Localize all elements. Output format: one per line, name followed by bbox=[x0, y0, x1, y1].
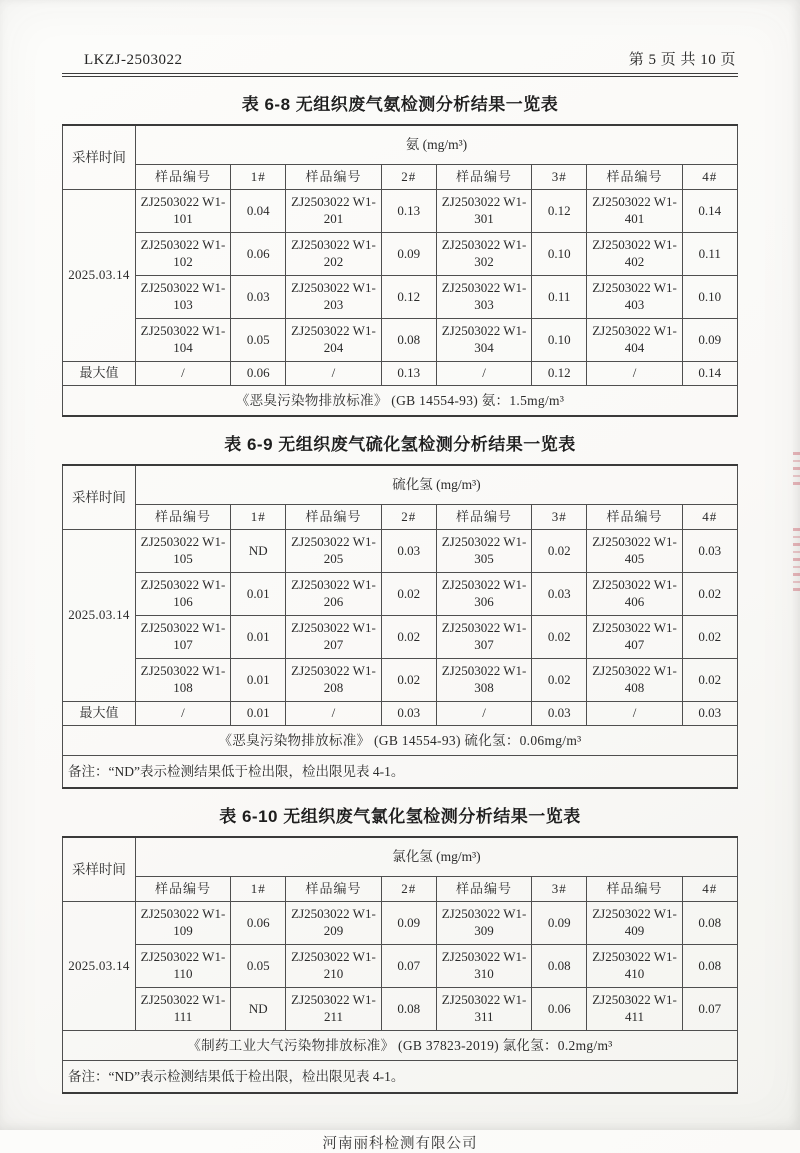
sample-id-cell: ZJ2503022 W1-302 bbox=[436, 233, 531, 276]
sampling-time-header: 采样时间 bbox=[63, 465, 136, 530]
value-cell: 0.02 bbox=[682, 573, 737, 616]
table-row bbox=[63, 726, 738, 756]
max-value-cell: / bbox=[135, 362, 230, 386]
table-row bbox=[63, 465, 738, 505]
sample-id-cell: ZJ2503022 W1-307 bbox=[436, 616, 531, 659]
column-header: 1# bbox=[231, 505, 286, 530]
value-cell: 0.03 bbox=[682, 530, 737, 573]
max-value-cell: 0.03 bbox=[682, 702, 737, 726]
sample-id-cell: ZJ2503022 W1-104 bbox=[135, 319, 230, 362]
column-header: 4# bbox=[682, 877, 737, 902]
table-6-8 bbox=[62, 124, 738, 417]
sampling-date-cell: 2025.03.14 bbox=[63, 190, 136, 362]
max-value-cell: / bbox=[286, 362, 381, 386]
table-row bbox=[63, 165, 738, 190]
column-header: 样品编号 bbox=[436, 505, 531, 530]
sample-id-cell: ZJ2503022 W1-102 bbox=[135, 233, 230, 276]
value-cell: 0.09 bbox=[682, 319, 737, 362]
sample-id-cell: ZJ2503022 W1-301 bbox=[436, 190, 531, 233]
column-header: 3# bbox=[532, 505, 587, 530]
value-cell: 0.10 bbox=[682, 276, 737, 319]
sample-id-cell: ZJ2503022 W1-108 bbox=[135, 659, 230, 702]
table-row bbox=[63, 837, 738, 877]
value-cell: 0.02 bbox=[532, 530, 587, 573]
value-cell: 0.11 bbox=[682, 233, 737, 276]
table-row bbox=[63, 505, 738, 530]
max-value-cell: 0.03 bbox=[381, 702, 436, 726]
column-header: 样品编号 bbox=[135, 165, 230, 190]
sample-id-cell: ZJ2503022 W1-305 bbox=[436, 530, 531, 573]
max-value-cell: 0.01 bbox=[231, 702, 286, 726]
max-value-cell: 0.06 bbox=[231, 362, 286, 386]
sample-id-cell: ZJ2503022 W1-308 bbox=[436, 659, 531, 702]
sample-id-cell: ZJ2503022 W1-402 bbox=[587, 233, 682, 276]
sample-id-cell: ZJ2503022 W1-403 bbox=[587, 276, 682, 319]
sample-id-cell: ZJ2503022 W1-208 bbox=[286, 659, 381, 702]
value-cell: 0.07 bbox=[682, 988, 737, 1031]
column-header: 2# bbox=[381, 165, 436, 190]
column-header: 2# bbox=[381, 505, 436, 530]
sample-id-cell: ZJ2503022 W1-409 bbox=[587, 902, 682, 945]
max-value-cell: / bbox=[436, 362, 531, 386]
column-header: 样品编号 bbox=[286, 505, 381, 530]
table-row bbox=[63, 386, 738, 417]
value-cell: ND bbox=[231, 988, 286, 1031]
sampling-time-header: 采样时间 bbox=[63, 837, 136, 902]
standard-reference: 《制药工业大气污染物排放标准》 (GB 37823-2019) 氯化氢：0.2mg/m³ bbox=[63, 1031, 738, 1061]
sample-id-cell: ZJ2503022 W1-406 bbox=[587, 573, 682, 616]
value-cell: 0.02 bbox=[682, 616, 737, 659]
max-label-cell: 最大值 bbox=[63, 362, 136, 386]
sample-id-cell: ZJ2503022 W1-306 bbox=[436, 573, 531, 616]
value-cell: 0.10 bbox=[532, 319, 587, 362]
table-row bbox=[63, 1031, 738, 1061]
value-cell: 0.06 bbox=[231, 233, 286, 276]
value-cell: 0.01 bbox=[231, 659, 286, 702]
value-cell: 0.02 bbox=[682, 659, 737, 702]
value-cell: 0.02 bbox=[532, 616, 587, 659]
standard-reference: 《恶臭污染物排放标准》 (GB 14554-93) 氨：1.5mg/m³ bbox=[63, 386, 738, 417]
max-value-cell: / bbox=[135, 702, 230, 726]
sampling-date-cell: 2025.03.14 bbox=[63, 902, 136, 1031]
sampling-time-header: 采样时间 bbox=[63, 125, 136, 190]
sample-id-cell: ZJ2503022 W1-207 bbox=[286, 616, 381, 659]
value-cell: 0.02 bbox=[381, 616, 436, 659]
sample-id-cell: ZJ2503022 W1-408 bbox=[587, 659, 682, 702]
column-header: 2# bbox=[381, 877, 436, 902]
sample-id-cell: ZJ2503022 W1-202 bbox=[286, 233, 381, 276]
sample-id-cell: ZJ2503022 W1-210 bbox=[286, 945, 381, 988]
analyte-header: 硫化氢 (mg/m³) bbox=[135, 465, 737, 505]
table-row bbox=[63, 530, 738, 573]
sample-id-cell: ZJ2503022 W1-111 bbox=[135, 988, 230, 1031]
company-footer: 河南丽科检测有限公司 bbox=[322, 1136, 478, 1152]
column-header: 样品编号 bbox=[436, 165, 531, 190]
table-row bbox=[63, 362, 738, 386]
value-cell: 0.01 bbox=[231, 573, 286, 616]
max-value-cell: / bbox=[587, 702, 682, 726]
sample-id-cell: ZJ2503022 W1-401 bbox=[587, 190, 682, 233]
max-value-cell: / bbox=[286, 702, 381, 726]
sample-id-cell: ZJ2503022 W1-106 bbox=[135, 573, 230, 616]
value-cell: 0.01 bbox=[231, 616, 286, 659]
table-row bbox=[63, 319, 738, 362]
table-row bbox=[63, 616, 738, 659]
value-cell: 0.06 bbox=[231, 902, 286, 945]
table-6-10-title: 表 6-10 无组织废气氯化氢检测分析结果一览表 bbox=[219, 807, 581, 826]
table-6-9-title: 表 6-9 无组织废气硫化氢检测分析结果一览表 bbox=[224, 435, 576, 454]
sample-id-cell: ZJ2503022 W1-203 bbox=[286, 276, 381, 319]
value-cell: ND bbox=[231, 530, 286, 573]
column-header: 1# bbox=[231, 165, 286, 190]
sample-id-cell: ZJ2503022 W1-211 bbox=[286, 988, 381, 1031]
table-row bbox=[63, 233, 738, 276]
sample-id-cell: ZJ2503022 W1-205 bbox=[286, 530, 381, 573]
value-cell: 0.13 bbox=[381, 190, 436, 233]
value-cell: 0.03 bbox=[231, 276, 286, 319]
value-cell: 0.04 bbox=[231, 190, 286, 233]
value-cell: 0.12 bbox=[381, 276, 436, 319]
table-row bbox=[63, 877, 738, 902]
max-value-cell: 0.12 bbox=[532, 362, 587, 386]
value-cell: 0.11 bbox=[532, 276, 587, 319]
column-header: 3# bbox=[532, 877, 587, 902]
table-row bbox=[63, 1061, 738, 1094]
table-row bbox=[63, 702, 738, 726]
value-cell: 0.09 bbox=[381, 233, 436, 276]
column-header: 样品编号 bbox=[286, 877, 381, 902]
value-cell: 0.09 bbox=[532, 902, 587, 945]
remark-note: 备注：“ND”表示检测结果低于检出限，检出限见表 4-1。 bbox=[63, 756, 738, 789]
max-value-cell: 0.14 bbox=[682, 362, 737, 386]
value-cell: 0.03 bbox=[381, 530, 436, 573]
analyte-header: 氨 (mg/m³) bbox=[135, 125, 737, 165]
table-6-10 bbox=[62, 836, 738, 1094]
sample-id-cell: ZJ2503022 W1-410 bbox=[587, 945, 682, 988]
column-header: 样品编号 bbox=[587, 165, 682, 190]
doc-number: LKZJ-2503022 bbox=[84, 52, 183, 68]
sample-id-cell: ZJ2503022 W1-309 bbox=[436, 902, 531, 945]
table-6-8-title: 表 6-8 无组织废气氨检测分析结果一览表 bbox=[241, 95, 559, 114]
sample-id-cell: ZJ2503022 W1-405 bbox=[587, 530, 682, 573]
table-row bbox=[63, 945, 738, 988]
page-header bbox=[62, 48, 738, 77]
value-cell: 0.02 bbox=[532, 659, 587, 702]
sample-id-cell: ZJ2503022 W1-107 bbox=[135, 616, 230, 659]
column-header: 4# bbox=[682, 165, 737, 190]
value-cell: 0.02 bbox=[381, 659, 436, 702]
value-cell: 0.03 bbox=[532, 573, 587, 616]
sample-id-cell: ZJ2503022 W1-404 bbox=[587, 319, 682, 362]
sample-id-cell: ZJ2503022 W1-303 bbox=[436, 276, 531, 319]
value-cell: 0.08 bbox=[682, 902, 737, 945]
column-header: 样品编号 bbox=[436, 877, 531, 902]
table-row bbox=[63, 756, 738, 789]
analyte-header: 氯化氢 (mg/m³) bbox=[135, 837, 737, 877]
sample-id-cell: ZJ2503022 W1-310 bbox=[436, 945, 531, 988]
value-cell: 0.12 bbox=[532, 190, 587, 233]
sample-id-cell: ZJ2503022 W1-105 bbox=[135, 530, 230, 573]
column-header: 样品编号 bbox=[286, 165, 381, 190]
value-cell: 0.08 bbox=[532, 945, 587, 988]
column-header: 3# bbox=[532, 165, 587, 190]
value-cell: 0.08 bbox=[381, 319, 436, 362]
table-row bbox=[63, 276, 738, 319]
table-row bbox=[63, 659, 738, 702]
sample-id-cell: ZJ2503022 W1-407 bbox=[587, 616, 682, 659]
max-value-cell: 0.13 bbox=[381, 362, 436, 386]
column-header: 样品编号 bbox=[587, 505, 682, 530]
value-cell: 0.07 bbox=[381, 945, 436, 988]
column-header: 4# bbox=[682, 505, 737, 530]
standard-reference: 《恶臭污染物排放标准》 (GB 14554-93) 硫化氢：0.06mg/m³ bbox=[63, 726, 738, 756]
table-row bbox=[63, 988, 738, 1031]
max-value-cell: / bbox=[436, 702, 531, 726]
table-row bbox=[63, 902, 738, 945]
sample-id-cell: ZJ2503022 W1-311 bbox=[436, 988, 531, 1031]
column-header: 样品编号 bbox=[135, 877, 230, 902]
remark-note: 备注：“ND”表示检测结果低于检出限，检出限见表 4-1。 bbox=[63, 1061, 738, 1094]
value-cell: 0.02 bbox=[381, 573, 436, 616]
value-cell: 0.05 bbox=[231, 319, 286, 362]
sample-id-cell: ZJ2503022 W1-201 bbox=[286, 190, 381, 233]
sample-id-cell: ZJ2503022 W1-103 bbox=[135, 276, 230, 319]
max-label-cell: 最大值 bbox=[63, 702, 136, 726]
sample-id-cell: ZJ2503022 W1-206 bbox=[286, 573, 381, 616]
column-header: 1# bbox=[231, 877, 286, 902]
value-cell: 0.14 bbox=[682, 190, 737, 233]
sample-id-cell: ZJ2503022 W1-110 bbox=[135, 945, 230, 988]
column-header: 样品编号 bbox=[135, 505, 230, 530]
sample-id-cell: ZJ2503022 W1-101 bbox=[135, 190, 230, 233]
max-value-cell: 0.03 bbox=[532, 702, 587, 726]
max-value-cell: / bbox=[587, 362, 682, 386]
sample-id-cell: ZJ2503022 W1-411 bbox=[587, 988, 682, 1031]
value-cell: 0.05 bbox=[231, 945, 286, 988]
table-row bbox=[63, 573, 738, 616]
sampling-date-cell: 2025.03.14 bbox=[63, 530, 136, 702]
value-cell: 0.08 bbox=[381, 988, 436, 1031]
table-6-9 bbox=[62, 464, 738, 789]
value-cell: 0.08 bbox=[682, 945, 737, 988]
table-row bbox=[63, 190, 738, 233]
value-cell: 0.06 bbox=[532, 988, 587, 1031]
sample-id-cell: ZJ2503022 W1-109 bbox=[135, 902, 230, 945]
value-cell: 0.10 bbox=[532, 233, 587, 276]
value-cell: 0.09 bbox=[381, 902, 436, 945]
page-number: 第 5 页 共 10 页 bbox=[628, 52, 736, 68]
column-header: 样品编号 bbox=[587, 877, 682, 902]
table-row bbox=[63, 125, 738, 165]
sample-id-cell: ZJ2503022 W1-304 bbox=[436, 319, 531, 362]
sample-id-cell: ZJ2503022 W1-204 bbox=[286, 319, 381, 362]
sample-id-cell: ZJ2503022 W1-209 bbox=[286, 902, 381, 945]
